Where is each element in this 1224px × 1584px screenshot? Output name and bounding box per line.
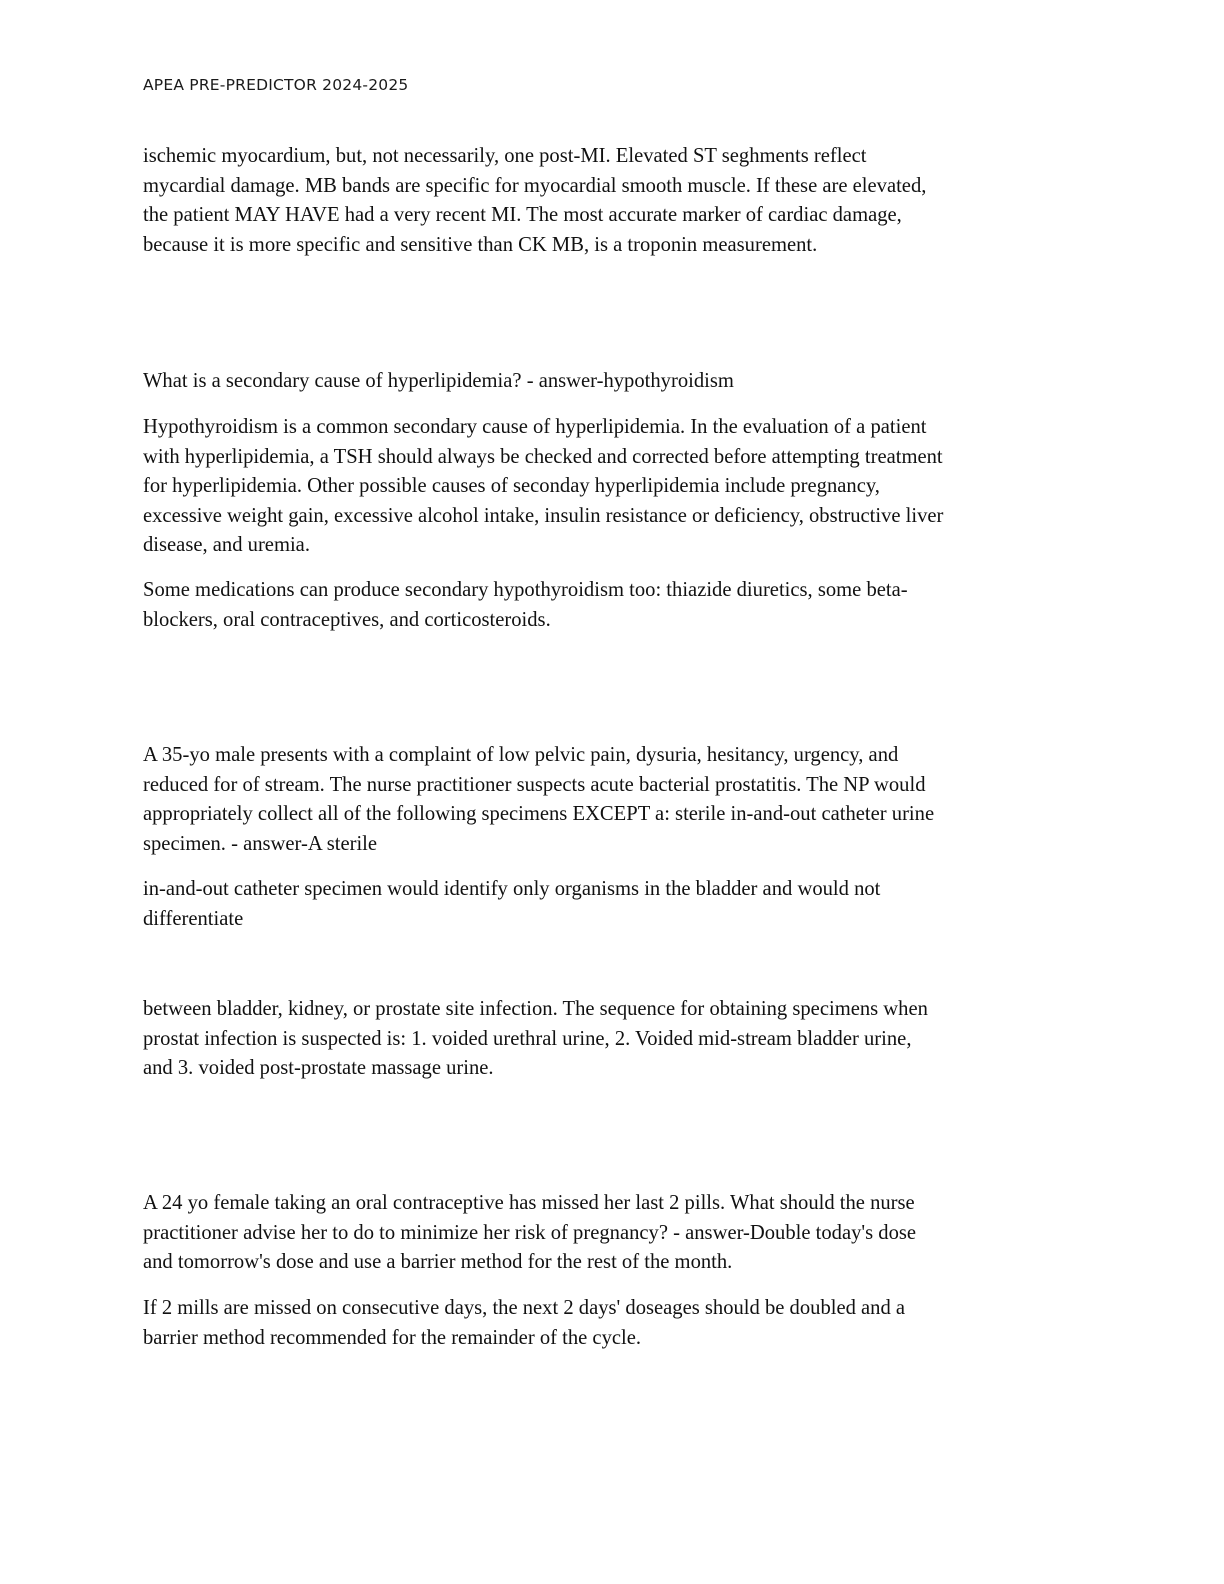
paragraph-specimen-sequence: between bladder, kidney, or prostate site infection. The sequence for obtaining specimens when prostat infection is suspected is: 1. voided urethral urine, 2. Voided mid-stream bladder urine, and 3. voided post-prostate massage urine. [143, 998, 928, 1079]
question-oral-contraceptive: A 24 yo female taking an oral contraceptive has missed her last 2 pills. What should the nurse practitioner advise her to do to minimize her risk of pregnancy? - answer-Double today's dose and tomorrow's dose and use a barrier method for the rest of the month. [143, 1192, 917, 1273]
paragraph-prostatitis-explanation: in-and-out catheter specimen would identify only organisms in the bladder and would not differentiate [143, 878, 881, 930]
paragraph-medications: Some medications can produce secondary hypothyroidism too: thiazide diuretics, some beta- blockers, oral contraceptives, and corticosteroids. [143, 579, 908, 631]
question-prostatitis: A 35-yo male presents with a complaint of low pelvic pain, dysuria, hesitancy, urgency, and reduced for of stream. The nurse practitioner suspects acute bacterial prostatitis. The NP would appropriately collect all of the following specimens EXCEPT a: sterile in-and-out catheter urine specimen. - answer-A sterile [143, 744, 935, 855]
page-header: APEA PRE-PREDICTOR 2024-2025 [143, 76, 409, 94]
paragraph-hyperlipidemia-explanation: Hypothyroidism is a common secondary cause of hyperlipidemia. In the evaluation of a patient with hyperlipidemia, a TSH should always be checked and corrected before attempting treatment for hyperlipidemia. Other possible causes of seconday hyperlipidemia include pregnancy, excessive weight gain, excessive alcohol intake, insulin resistance or deficiency, obstructive liver disease, and uremia. [143, 416, 944, 556]
question-hyperlipidemia: What is a secondary cause of hyperlipidemia? - answer-hypothyroidism [143, 370, 734, 392]
paragraph-cardiac-markers: ischemic myocardium, but, not necessarily, one post-MI. Elevated ST seghments reflect mycardial damage. MB bands are specific for myocardial smooth muscle. If these are elevated, the patient MAY HAVE had a very recent MI. The most accurate marker of cardiac damage, because it is more specific and sensitive than CK MB, is a troponin measurement. [143, 145, 927, 256]
paragraph-contraceptive-explanation: If 2 mills are missed on consecutive days, the next 2 days' doseages should be doubled and a barrier method recommended for the remainder of the cycle. [143, 1297, 906, 1349]
